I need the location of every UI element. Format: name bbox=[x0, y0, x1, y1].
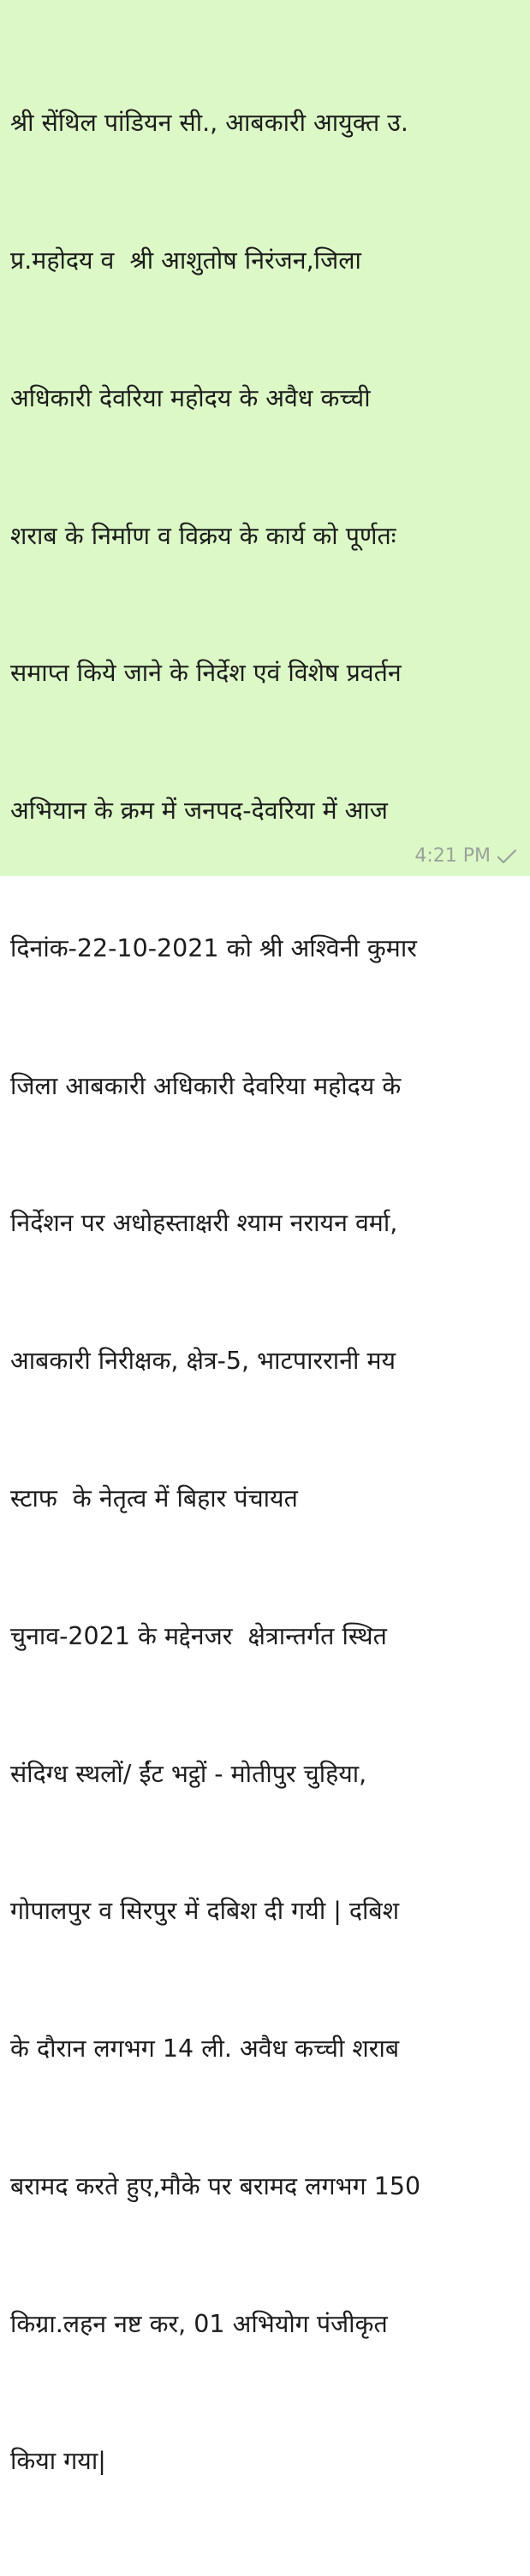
message-text bbox=[10, 9, 520, 2576]
message-line: आबकारी निरीक्षक, क्षेत्र-5, भाटपाररानी मय bbox=[10, 1347, 396, 1376]
message-line: किया गया| bbox=[10, 2447, 106, 2476]
message-line: गोपालपुर व सिरपुर में दबिश दी गयी | दबिश bbox=[10, 1897, 400, 1926]
message-line: जिला आबकारी अधिकारी देवरिया महोदय के bbox=[10, 1071, 402, 1100]
message-line: प्र.महोदय व श्री आशुतोष निरंजन,जिला bbox=[10, 246, 361, 275]
message-line: समाप्त किये जाने के निर्देश एवं विशेष प्रवर्तन bbox=[10, 659, 402, 688]
message-line: चुनाव-2021 के मद्देनजर क्षेत्रान्तर्गत स्थित bbox=[10, 1621, 387, 1650]
message-line: शराब के निर्माण व विक्रय के कार्य को पूर्णतः bbox=[10, 521, 396, 550]
message-line: अधिकारी देवरिया महोदय के अवैध कच्ची bbox=[10, 383, 371, 412]
message-meta bbox=[414, 847, 518, 866]
message-line: अभियान के क्रम में जनपद-देवरिया में आज bbox=[10, 796, 388, 826]
message-timestamp: 4:21 PM bbox=[414, 845, 491, 867]
message-line: के दौरान लगभग 14 ली. अवैध कच्ची शराब bbox=[10, 2034, 400, 2064]
message-line: निर्देशन पर अधोहस्ताक्षरी श्याम नरायन वर्मा, bbox=[10, 1209, 398, 1238]
single-check-icon bbox=[496, 847, 518, 866]
message-line: श्री सेंथिल पांडियन सी., आबकारी आयुक्त उ. bbox=[10, 109, 408, 138]
message-line: दिनांक-22-10-2021 को श्री अश्विनी कुमार bbox=[10, 933, 417, 962]
message-line: बरामद करते हुए,मौके पर बरामद लगभग 150 bbox=[10, 2171, 421, 2200]
message-line: संदिग्ध स्थलों/ ईंट भट्ठों - मोतीपुर चुहिया, bbox=[10, 1759, 367, 1788]
message-line: किग्रा.लहन नष्ट कर, 01 अभियोग पंजीकृत bbox=[10, 2309, 388, 2338]
message-line: स्टाफ के नेतृत्व में बिहार पंचायत bbox=[10, 1484, 298, 1513]
